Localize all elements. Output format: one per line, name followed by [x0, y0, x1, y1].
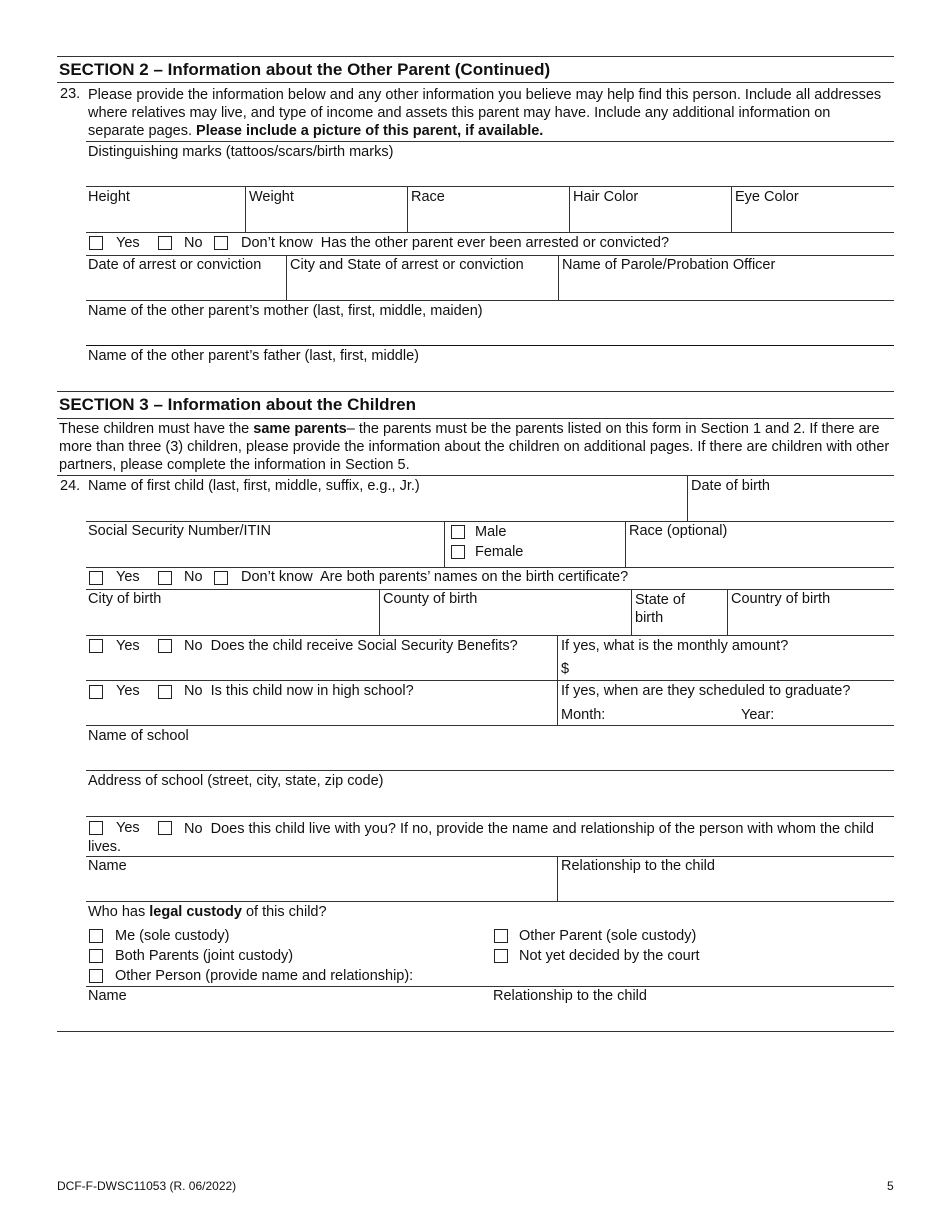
section3-intro — [59, 420, 891, 474]
rule — [86, 725, 894, 726]
arrested-no-label: No — [184, 235, 203, 251]
school-name-label: Name of school — [88, 728, 189, 744]
custody-not-decided-checkbox[interactable] — [494, 949, 508, 963]
birth-cert-dont-know-checkbox[interactable] — [214, 571, 228, 585]
rule — [86, 232, 894, 233]
intro-post: – the parents must be the parents listed on this form in Section 1 and 2. If there are more than three (3) children, please provide the information about the children on additional pages. If there are children with other partners, please complete the information in Section 5. — [59, 421, 890, 473]
rule — [86, 521, 894, 522]
ss-benefits-no-label: No — [184, 638, 203, 654]
q23-instructions — [88, 86, 888, 140]
q23-bold-text: Please include a picture of this parent, if available. — [196, 123, 544, 139]
rule — [86, 567, 894, 568]
birth-cert-yes-checkbox[interactable] — [89, 571, 103, 585]
section2-title: SECTION 2 – Information about the Other Parent (Continued) — [59, 60, 551, 79]
arrested-dont-know-checkbox[interactable] — [214, 236, 228, 250]
date-arrest-label: Date of arrest or conviction — [88, 257, 262, 273]
ss-benefits-question — [184, 638, 518, 654]
father-name-label: Name of the other parent’s father (last, first, middle) — [88, 348, 419, 364]
birth-cert-yes-label: Yes — [116, 569, 140, 585]
live-with-no-label: No — [184, 821, 203, 837]
divider — [245, 186, 246, 232]
male-label: Male — [475, 524, 507, 540]
high-school-yes-label: Yes — [116, 683, 140, 699]
divider — [557, 856, 558, 901]
dont-know-label: Don’t know — [241, 569, 313, 585]
q23-text: Please provide the information below and any other information you believe may help find this person. Include all addresses where relatives may live, and type of income and assets this parent may have. Include any additional information on separate pages. — [88, 87, 882, 139]
page-number: 5 — [887, 1179, 894, 1193]
custody-other-person-checkbox[interactable] — [89, 969, 103, 983]
city-state-arrest-label: City and State of arrest or conviction — [290, 257, 524, 273]
rule — [86, 255, 894, 256]
race-label: Race — [411, 189, 445, 205]
high-school-question — [184, 683, 414, 699]
birth-cert-question-text: Are both parents’ names on the birth certificate? — [320, 569, 629, 585]
rule — [86, 635, 894, 636]
graduate-question: If yes, when are they scheduled to graduate? — [561, 683, 851, 699]
hair-color-label: Hair Color — [573, 189, 639, 205]
birth-cert-no-checkbox[interactable] — [158, 571, 172, 585]
divider — [631, 589, 632, 635]
divider — [687, 475, 688, 521]
q24-number: 24. — [60, 478, 81, 494]
custody-both-label: Both Parents (joint custody) — [115, 948, 294, 964]
monthly-amount-label: If yes, what is the monthly amount? — [561, 638, 789, 654]
eye-color-label: Eye Color — [735, 189, 799, 205]
rule — [86, 770, 894, 771]
divider — [731, 186, 732, 232]
rule — [86, 589, 894, 590]
custody-bold: legal custody — [149, 904, 242, 920]
ss-benefits-no-checkbox[interactable] — [158, 639, 172, 653]
custody-other-parent-label: Other Parent (sole custody) — [519, 928, 697, 944]
section3-title: SECTION 3 – Information about the Children — [59, 395, 417, 414]
lives-with-name-label: Name — [88, 858, 127, 874]
parole-officer-label: Name of Parole/Probation Officer — [562, 257, 776, 273]
high-school-no-checkbox[interactable] — [158, 685, 172, 699]
custody-name-label: Name — [88, 988, 127, 1004]
rule — [86, 141, 894, 142]
arrested-no-checkbox[interactable] — [158, 236, 172, 250]
custody-other-parent-checkbox[interactable] — [494, 929, 508, 943]
rule — [86, 186, 894, 187]
custody-pre: Who has — [88, 904, 150, 920]
dob-label: Date of birth — [691, 478, 770, 494]
rule — [86, 901, 894, 902]
dont-know-label: Don’t know — [241, 235, 313, 251]
ssn-label: Social Security Number/ITIN — [88, 523, 271, 539]
mother-name-label: Name of the other parent’s mother (last, first, middle, maiden) — [88, 303, 483, 319]
rule — [86, 345, 894, 346]
rule — [86, 986, 894, 987]
dollar-sign: $ — [561, 661, 570, 677]
section3-bottom-rule — [57, 1031, 894, 1032]
divider — [407, 186, 408, 232]
height-label: Height — [88, 189, 130, 205]
arrested-yes-checkbox[interactable] — [89, 236, 103, 250]
high-school-question-text: Is this child now in high school? — [210, 683, 414, 699]
weight-label: Weight — [249, 189, 294, 205]
female-checkbox[interactable] — [451, 545, 465, 559]
arrested-yes-label: Yes — [116, 235, 140, 251]
rule — [86, 856, 894, 857]
divider — [569, 186, 570, 232]
live-with-yes-label: Yes — [116, 820, 140, 836]
custody-not-decided-label: Not yet decided by the court — [519, 948, 700, 964]
custody-relationship-label: Relationship to the child — [493, 988, 647, 1004]
birth-cert-question — [241, 569, 628, 585]
rule — [57, 418, 894, 419]
rule — [86, 816, 894, 817]
rule — [86, 300, 894, 301]
ss-benefits-yes-label: Yes — [116, 638, 140, 654]
rule — [57, 82, 894, 83]
form-id: DCF-F-DWSC11053 (R. 06/2022) — [57, 1179, 237, 1193]
custody-question — [88, 904, 327, 920]
female-label: Female — [475, 544, 524, 560]
male-checkbox[interactable] — [451, 525, 465, 539]
custody-other-person-label: Other Person (provide name and relationship): — [115, 968, 414, 984]
high-school-no-label: No — [184, 683, 203, 699]
county-birth-label: County of birth — [383, 591, 478, 607]
q23-number: 23. — [60, 86, 81, 102]
divider — [625, 521, 626, 567]
city-birth-label: City of birth — [88, 591, 162, 607]
state-birth-label: State of birth — [635, 592, 685, 626]
high-school-yes-checkbox[interactable] — [89, 685, 103, 699]
custody-both-checkbox[interactable] — [89, 949, 103, 963]
section2-top-rule — [57, 56, 894, 57]
divider — [558, 255, 559, 300]
month-label: Month: — [561, 707, 606, 723]
distinguishing-marks-label: Distinguishing marks (tattoos/scars/birth marks) — [88, 144, 394, 160]
intro-pre: These children must have the — [59, 421, 254, 437]
lives-with-relationship-label: Relationship to the child — [561, 858, 715, 874]
divider — [286, 255, 287, 300]
section3-top-rule — [57, 391, 894, 392]
child-name-label: Name of first child (last, first, middle, suffix, e.g., Jr.) — [88, 478, 420, 494]
custody-post: of this child? — [241, 904, 327, 920]
ss-benefits-question-text: Does the child receive Social Security Benefits? — [210, 638, 518, 654]
divider — [727, 589, 728, 635]
divider — [444, 521, 445, 567]
rule — [86, 680, 894, 681]
intro-bold: same parents — [253, 421, 347, 437]
birth-cert-no-label: No — [184, 569, 203, 585]
distinguishing-marks-field[interactable] — [86, 160, 894, 186]
divider — [379, 589, 380, 635]
custody-me-checkbox[interactable] — [89, 929, 103, 943]
arrested-question — [241, 235, 669, 251]
arrest-question-text: Has the other parent ever been arrested or convicted? — [320, 235, 670, 251]
race-optional-label: Race (optional) — [629, 523, 728, 539]
school-address-label: Address of school (street, city, state, zip code) — [88, 773, 384, 789]
country-birth-label: Country of birth — [731, 591, 831, 607]
ss-benefits-yes-checkbox[interactable] — [89, 639, 103, 653]
year-label: Year: — [741, 707, 775, 723]
live-with-question-text: Does this child live with you? If no, provide the name and relationship of the person with whom the child lives. — [88, 821, 874, 855]
rule — [57, 475, 894, 476]
custody-me-label: Me (sole custody) — [115, 928, 230, 944]
live-with-question — [88, 820, 894, 856]
